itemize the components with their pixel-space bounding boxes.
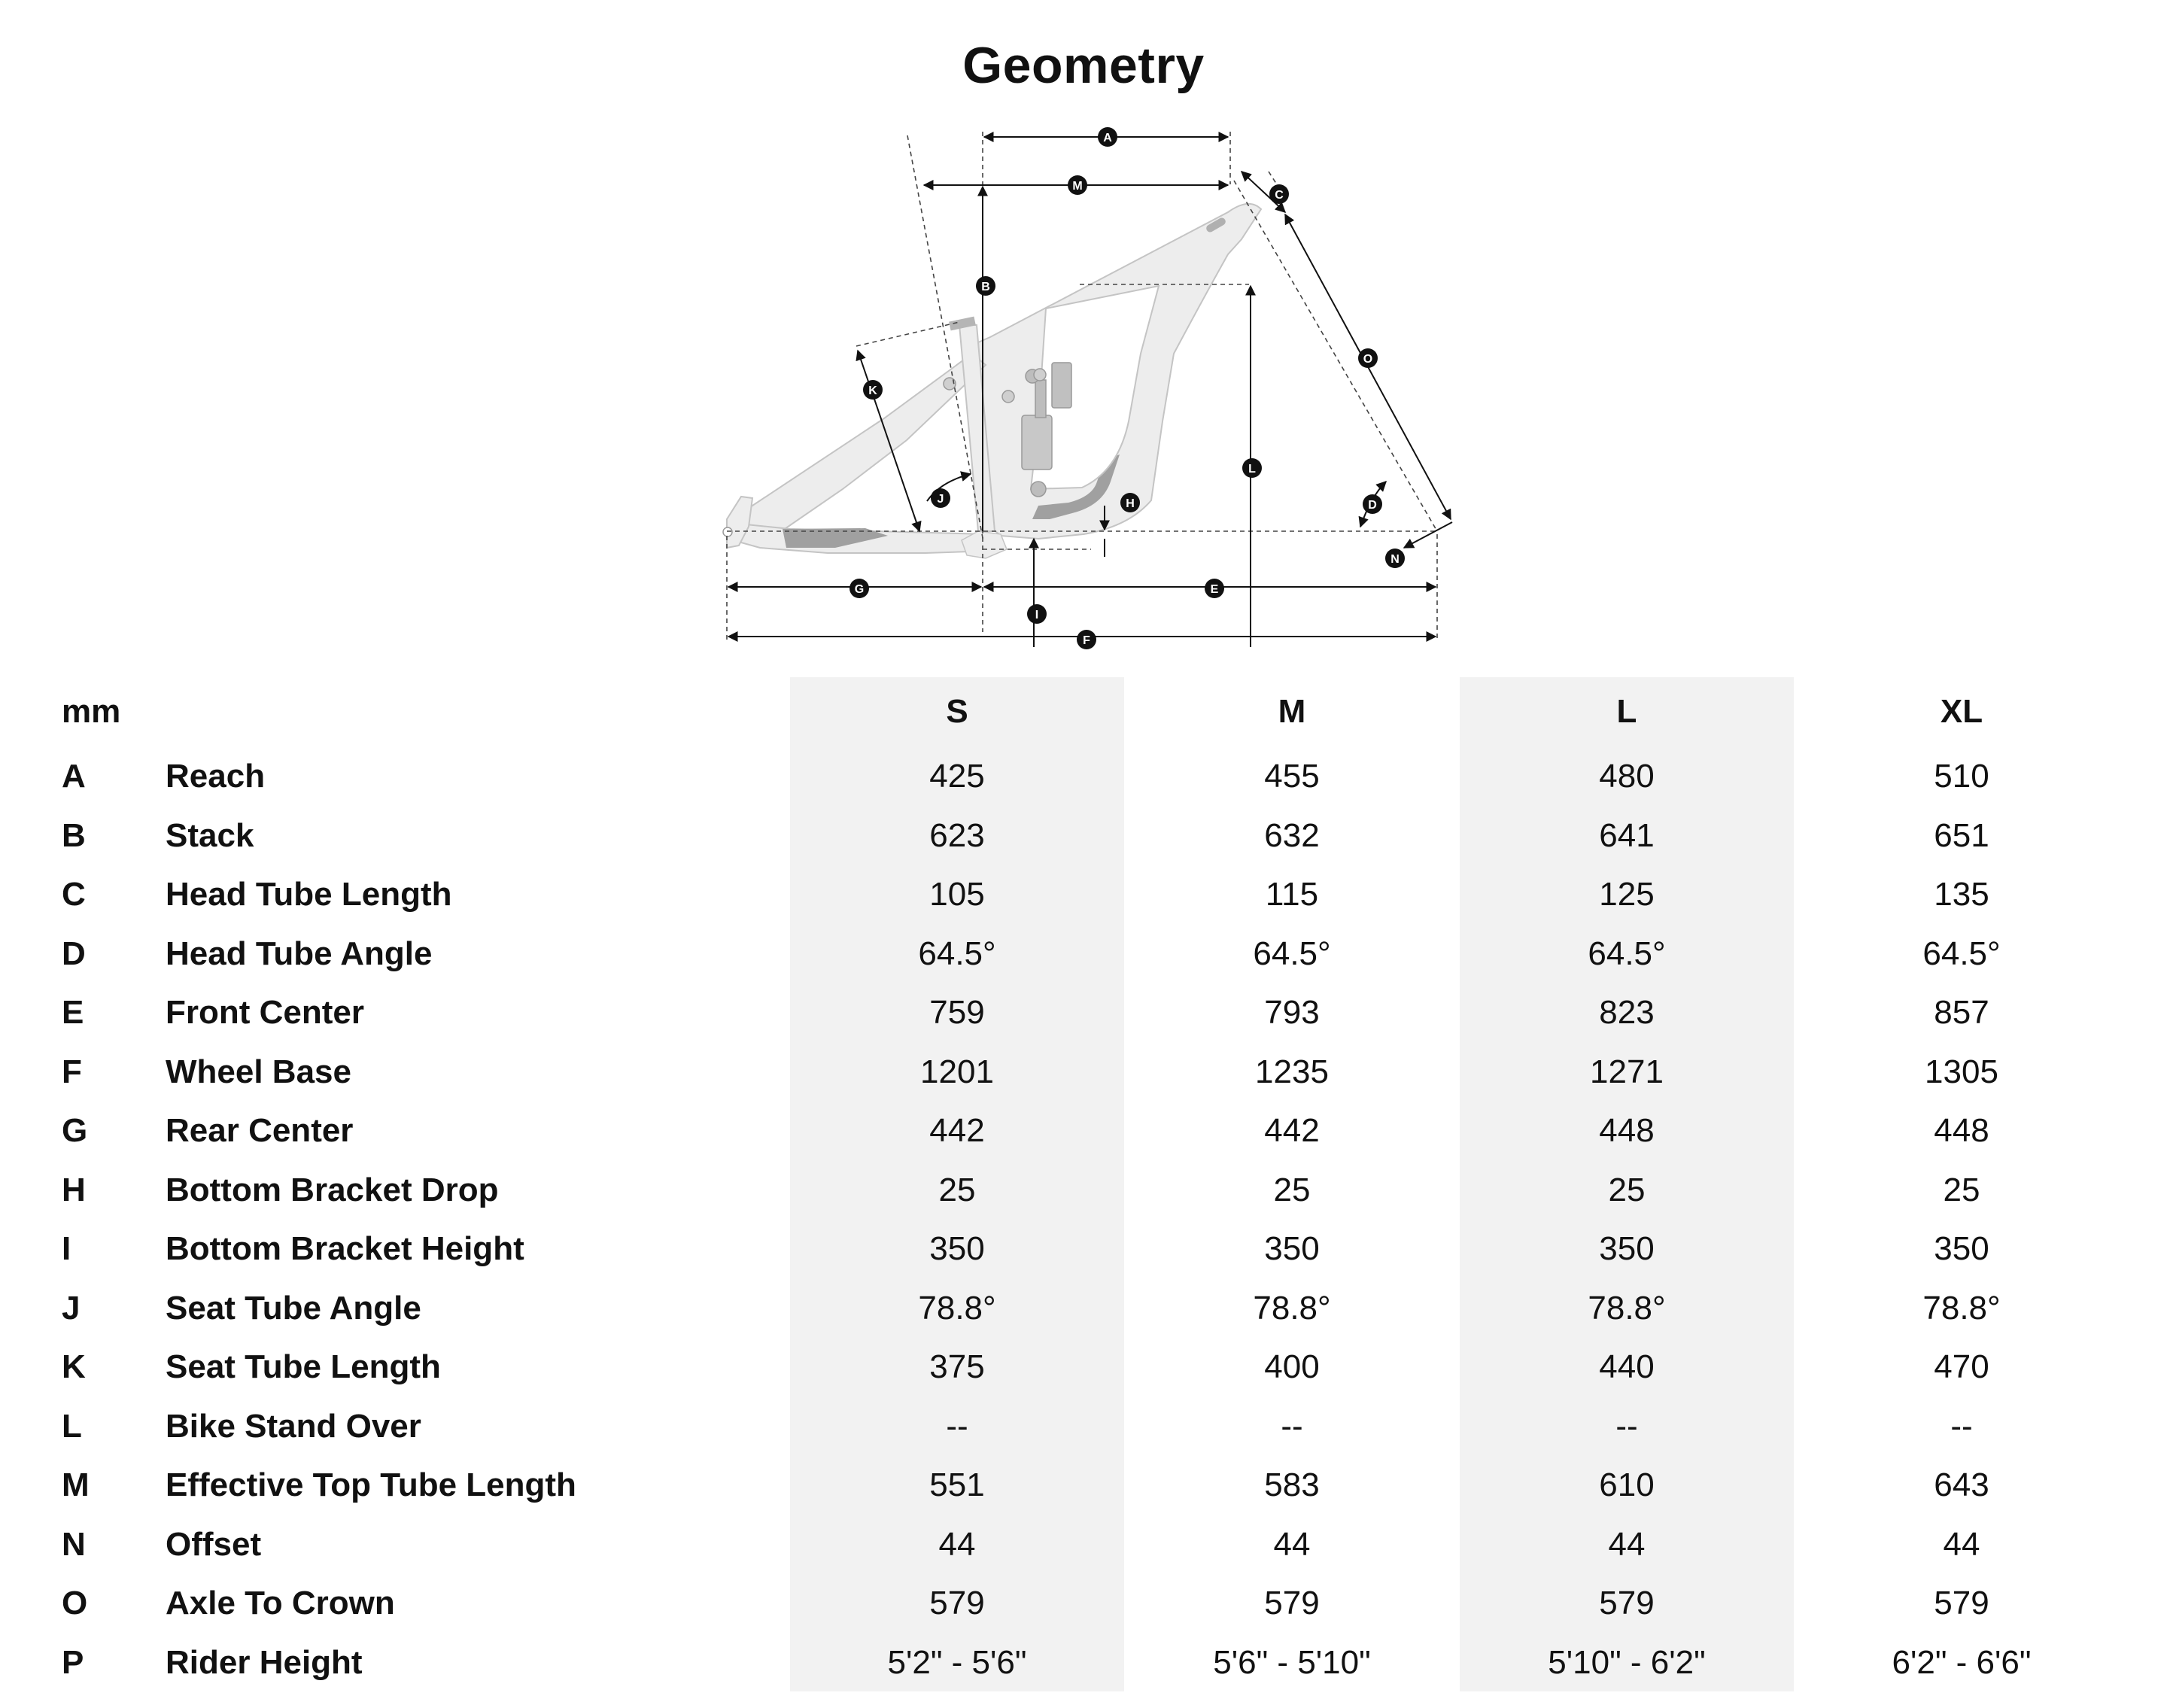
row-letter: C [62, 876, 86, 913]
row-value-xl: 6'2" - 6'6" [1892, 1644, 2032, 1681]
row-letter: F [62, 1053, 82, 1090]
row-value-xl: 470 [1934, 1348, 1989, 1385]
row-value-l: 641 [1599, 817, 1655, 854]
row-letter: K [62, 1348, 86, 1385]
row-value-m: 5'6" - 5'10" [1213, 1644, 1371, 1681]
svg-text:C: C [1275, 189, 1284, 202]
row-letter: H [62, 1172, 86, 1208]
bike-frame [723, 204, 1261, 558]
row-letter: I [62, 1230, 71, 1267]
diagram-label-l [1242, 458, 1262, 478]
row-name: Wheel Base [166, 1053, 351, 1090]
row-value-s: 350 [929, 1230, 985, 1267]
row-value-xl: 135 [1934, 876, 1989, 913]
row-value-l: 440 [1599, 1348, 1655, 1385]
size-header-xl: XL [1940, 693, 1983, 730]
row-name: Front Center [166, 994, 364, 1031]
row-value-m: 1235 [1255, 1053, 1329, 1090]
unit-label: mm [62, 693, 121, 730]
row-letter: L [62, 1408, 82, 1445]
diagram-label-n [1385, 549, 1405, 568]
diagram-label-g [849, 579, 869, 598]
row-value-s: 78.8° [918, 1290, 996, 1327]
row-value-m: 44 [1273, 1526, 1311, 1563]
row-value-m: 583 [1264, 1466, 1320, 1503]
row-value-s: 425 [929, 758, 985, 795]
row-name: Seat Tube Length [166, 1348, 441, 1385]
dim-n [1404, 522, 1452, 548]
row-value-s: -- [946, 1408, 968, 1445]
row-value-s: 551 [929, 1466, 985, 1503]
size-header-l: L [1616, 693, 1637, 730]
row-value-m: 115 [1265, 876, 1319, 913]
row-value-l: -- [1615, 1408, 1638, 1445]
row-name: Offset [166, 1526, 262, 1563]
row-value-s: 623 [929, 817, 985, 854]
row-value-l: 448 [1599, 1112, 1655, 1149]
row-value-m: -- [1281, 1408, 1303, 1445]
row-value-s: 44 [938, 1526, 976, 1563]
row-letter: G [62, 1112, 88, 1149]
row-letter: O [62, 1585, 88, 1621]
row-value-l: 823 [1599, 994, 1655, 1031]
row-value-l: 64.5° [1588, 935, 1666, 972]
row-value-s: 25 [938, 1172, 976, 1208]
row-value-xl: 25 [1943, 1172, 1980, 1208]
row-value-xl: 448 [1934, 1112, 1989, 1149]
row-value-m: 579 [1264, 1585, 1320, 1621]
row-value-m: 442 [1264, 1112, 1320, 1149]
svg-text:D: D [1368, 499, 1377, 512]
diagram-label-j [931, 488, 950, 508]
row-value-l: 1271 [1590, 1053, 1664, 1090]
svg-text:L: L [1248, 463, 1256, 476]
diagram-label-d [1363, 494, 1382, 514]
row-name: Bottom Bracket Height [166, 1230, 524, 1267]
row-letter: P [62, 1644, 84, 1681]
row-value-m: 793 [1264, 994, 1320, 1031]
diagram-label-a [1098, 127, 1117, 147]
row-value-l: 579 [1599, 1585, 1655, 1621]
row-value-s: 5'2" - 5'6" [887, 1644, 1027, 1681]
row-value-s: 375 [929, 1348, 985, 1385]
row-name: Axle To Crown [166, 1585, 395, 1621]
row-value-xl: -- [1950, 1408, 1973, 1445]
pivot [1034, 369, 1046, 381]
row-letter: D [62, 935, 86, 972]
row-value-m: 632 [1264, 817, 1320, 854]
row-value-m: 455 [1264, 758, 1320, 795]
row-value-xl: 1305 [1925, 1053, 1998, 1090]
row-value-m: 78.8° [1253, 1290, 1331, 1327]
row-value-s: 759 [929, 994, 985, 1031]
diagram-label-m [1068, 175, 1087, 195]
diagram-label-i [1027, 604, 1047, 624]
diagram-label-b [976, 276, 995, 296]
row-value-xl: 643 [1934, 1466, 1989, 1503]
row-value-l: 350 [1599, 1230, 1655, 1267]
size-header-s: S [946, 693, 968, 730]
row-value-l: 125 [1599, 876, 1655, 913]
row-value-xl: 78.8° [1922, 1290, 2001, 1327]
svg-text:M: M [1072, 180, 1083, 193]
row-value-l: 5'10" - 6'2" [1548, 1644, 1706, 1681]
svg-text:B: B [981, 281, 990, 293]
svg-text:G: G [854, 583, 865, 596]
diagram-label-e [1205, 579, 1224, 598]
row-letter: N [62, 1526, 86, 1563]
row-name: Effective Top Tube Length [166, 1466, 576, 1503]
row-letter: J [62, 1290, 81, 1327]
svg-text:H: H [1126, 497, 1135, 510]
row-name: Head Tube Length [166, 876, 452, 913]
row-value-l: 25 [1608, 1172, 1646, 1208]
row-value-s: 442 [929, 1112, 985, 1149]
row-value-m: 64.5° [1253, 935, 1331, 972]
row-value-m: 25 [1273, 1172, 1311, 1208]
svg-text:O: O [1363, 353, 1373, 366]
diagram-label-c [1269, 184, 1289, 204]
row-name: Head Tube Angle [166, 935, 433, 972]
row-name: Rider Height [166, 1644, 363, 1681]
row-value-l: 44 [1608, 1526, 1646, 1563]
row-value-xl: 510 [1934, 758, 1989, 795]
diagram-label-o [1358, 348, 1378, 368]
row-name: Reach [166, 758, 266, 795]
svg-text:N: N [1390, 553, 1400, 566]
svg-text:F: F [1083, 634, 1090, 647]
row-value-l: 610 [1599, 1466, 1655, 1503]
row-value-xl: 44 [1943, 1526, 1980, 1563]
row-value-s: 579 [929, 1585, 985, 1621]
rear-axle [723, 527, 732, 536]
row-value-m: 350 [1264, 1230, 1320, 1267]
row-value-m: 400 [1264, 1348, 1320, 1385]
row-letter: A [62, 758, 86, 795]
size-header-m: M [1278, 693, 1306, 730]
geometry-diagram [707, 120, 1460, 662]
row-name: Stack [166, 817, 254, 854]
svg-text:K: K [868, 384, 877, 397]
row-value-s: 64.5° [918, 935, 996, 972]
row-letter: B [62, 817, 86, 854]
row-value-s: 1201 [920, 1053, 994, 1090]
row-name: Bike Stand Over [166, 1408, 421, 1445]
row-value-l: 480 [1599, 758, 1655, 795]
row-value-xl: 651 [1934, 817, 1989, 854]
row-value-xl: 857 [1934, 994, 1989, 1031]
diagram-label-k [863, 380, 883, 400]
svg-text:E: E [1210, 583, 1219, 596]
pivot [1002, 391, 1014, 403]
row-name: Bottom Bracket Drop [166, 1172, 499, 1208]
row-value-xl: 579 [1934, 1585, 1989, 1621]
row-letter: E [62, 994, 84, 1031]
page-title: Geometry [962, 37, 1205, 94]
row-value-xl: 64.5° [1922, 935, 2001, 972]
row-value-s: 105 [929, 876, 985, 913]
diagram-label-f [1077, 630, 1096, 649]
row-name: Seat Tube Angle [166, 1290, 421, 1327]
svg-text:J: J [937, 493, 944, 506]
svg-text:I: I [1035, 609, 1039, 622]
row-value-xl: 350 [1934, 1230, 1989, 1267]
row-letter: M [62, 1466, 90, 1503]
diagram-label-h [1120, 493, 1140, 512]
row-value-l: 78.8° [1588, 1290, 1666, 1327]
svg-text:A: A [1103, 132, 1112, 144]
row-name: Rear Center [166, 1112, 354, 1149]
